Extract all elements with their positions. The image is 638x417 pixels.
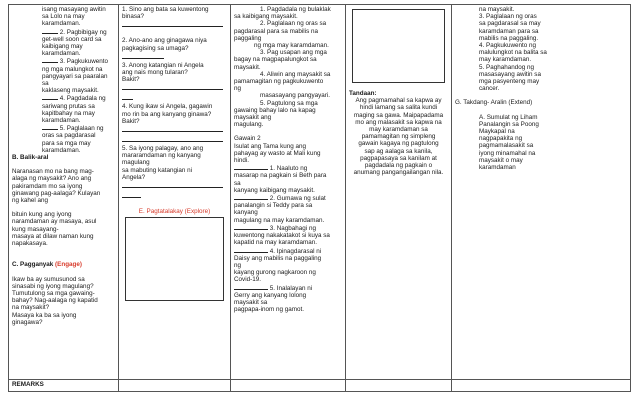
text-line: kayang gurong nagkaroon ng bbox=[234, 269, 316, 277]
text-line: iyong minamahal na bbox=[479, 149, 536, 157]
text-line: maysakit. bbox=[234, 63, 261, 71]
text-line: mo ang malasakit sa kapwa na bbox=[355, 118, 442, 126]
text-line: gawaing bahay lalo na kapag bbox=[234, 106, 316, 114]
text-line: Daisy ang mabilis na paggaling bbox=[234, 254, 322, 262]
text-line: sa bbox=[42, 80, 49, 88]
item-3: 3. Pagkukuwento bbox=[42, 57, 115, 65]
item-2: 2. Pagbibigay ng bbox=[42, 28, 115, 36]
col5-extend bbox=[455, 114, 627, 172]
text-line: pahayag ay wasto at Mali kung bbox=[234, 149, 321, 157]
text-line: Angela? bbox=[122, 173, 146, 181]
text-line: pagmamalasakit sa bbox=[479, 142, 534, 150]
text-line: napakasaya. bbox=[12, 240, 48, 248]
text-line: bituin kung ang iyong bbox=[12, 211, 72, 219]
text-line: ang nais mong tularan? bbox=[122, 69, 188, 77]
question-1: 1. Sino ang bata sa kuwentong bbox=[122, 6, 209, 13]
illustration-box bbox=[352, 9, 445, 83]
answer-blank[interactable] bbox=[234, 284, 268, 290]
content-row bbox=[9, 5, 631, 380]
text-line: karamdaman para sa bbox=[479, 27, 539, 35]
answer-blank[interactable] bbox=[234, 194, 268, 200]
text-line: ng mga may karamdaman. bbox=[254, 42, 329, 50]
question-3: 3. Anong katangian ni Angela bbox=[122, 61, 204, 69]
text-line: Gerry ang kanyang lolong bbox=[234, 291, 307, 299]
text-line: kaklaseng maysakit. bbox=[42, 87, 99, 95]
text-line: gawain kagaya ng pagtulong bbox=[358, 140, 439, 148]
lesson-plan-table bbox=[8, 4, 631, 392]
text-line: Maykapal na bbox=[479, 128, 515, 136]
text-line: mabilis na paggaling. bbox=[479, 34, 539, 42]
text-line: ng bbox=[234, 261, 242, 269]
text-line: sa pagdarasal sa may bbox=[479, 20, 541, 28]
text-line: A. Sumulat ng Liham bbox=[479, 113, 538, 121]
text-line: Bakit? bbox=[122, 117, 140, 125]
text-line: maysakit ang bbox=[234, 114, 272, 122]
text-line: mo rin ba ang kanyang ginawa? bbox=[122, 110, 212, 118]
text-line: 1. Pagdadala ng bulaklak bbox=[260, 6, 331, 13]
gawain-heading: Gawain 2 bbox=[234, 135, 261, 143]
text-line: pagpapasaya sa kanilam at bbox=[360, 154, 437, 162]
tandaan-heading: Tandaan: bbox=[349, 90, 377, 97]
discussion-box bbox=[125, 217, 224, 301]
text-line: karamdaman. bbox=[42, 146, 81, 154]
text-line: magulang bbox=[122, 159, 150, 167]
text-line: sap ag aalaga sa kanila, bbox=[364, 147, 433, 155]
remarks-row bbox=[9, 380, 631, 392]
text-line: panalangin si Teddy para sa bbox=[234, 202, 313, 210]
blank-line bbox=[42, 94, 58, 100]
text-line: maging sa gawa. Maipapadama bbox=[353, 111, 444, 119]
text-line: na maysakit? bbox=[12, 304, 50, 312]
text-line: 5. Paghahandog ng bbox=[479, 63, 534, 71]
text-line: magulang na may karamdaman. bbox=[234, 216, 325, 224]
text-line: may karamdaman sa bbox=[369, 126, 428, 134]
text-line: kaibigang may bbox=[42, 43, 83, 51]
text-line: naramdaman ay masaya, asul bbox=[12, 218, 97, 226]
text-line: sariwang prutas sa bbox=[42, 102, 95, 110]
text-line: na maysakit. bbox=[479, 6, 515, 13]
text-line: 2. Paglalaan ng oras sa bbox=[260, 20, 327, 28]
text-line: Ikaw ba ay sumusunod sa bbox=[12, 275, 85, 283]
text-line: kapatid na may karamdaman. bbox=[234, 239, 317, 247]
text-line: bagay na magpapalungkot sa bbox=[234, 56, 317, 64]
col3-list bbox=[234, 6, 342, 128]
text-line: kung masayang- bbox=[12, 225, 59, 233]
text-line: 3. Paglalaan ng oras bbox=[479, 13, 537, 21]
text-line: pagpapa-inom ng gamot. bbox=[234, 306, 305, 314]
remarks-cell[interactable] bbox=[346, 380, 452, 392]
text-line: pamamagitan ng simpleng bbox=[361, 133, 436, 141]
remarks-cell[interactable] bbox=[231, 380, 346, 392]
gawain-item-1: 1. Naaluto ng bbox=[234, 164, 342, 172]
text-line: pakiramdam mo sa iyong bbox=[12, 182, 83, 190]
text-line: Isulat ang Tama kung ang bbox=[234, 142, 306, 150]
text-line: nagpapakita ng bbox=[479, 135, 523, 143]
text-line: 4. Pagkukuwento ng bbox=[479, 42, 537, 50]
text-line: kuwentong nakakatakot si kuya sa bbox=[234, 232, 330, 240]
text-line: pamamagitan ng pagkukuwento bbox=[234, 78, 324, 86]
explore-tag: (Explore) bbox=[184, 208, 211, 216]
remarks-cell[interactable] bbox=[119, 380, 231, 392]
section-heading-explore: E. Pagtatalakay (Explore) bbox=[138, 208, 211, 216]
text-line: karamdaman. bbox=[42, 50, 81, 58]
column-2 bbox=[119, 5, 231, 380]
item-5: 5. Paglalaan ng bbox=[42, 124, 115, 132]
answer-line[interactable] bbox=[122, 93, 133, 100]
text-line: paggaling bbox=[234, 34, 262, 42]
text-line: pangyayari sa paaralan bbox=[42, 72, 108, 80]
text-line: Panalangin sa Poong bbox=[479, 120, 539, 128]
item-4: 4. Pagdadala ng bbox=[42, 94, 115, 102]
remarks-label: REMARKS bbox=[9, 380, 119, 392]
text-line: may karamdaman. bbox=[479, 56, 532, 64]
text-line: maysakit o may bbox=[479, 156, 523, 164]
gawain-item-3: 3. Nagbahagi ng bbox=[234, 224, 342, 232]
section-heading-balik-aral: B. Balik-aral bbox=[12, 154, 49, 162]
answer-blank[interactable] bbox=[234, 224, 268, 230]
text-line: sa mabuting katangian ni bbox=[122, 166, 193, 174]
text-line: anumang pangangailangan nila. bbox=[353, 169, 444, 177]
gawain-item-2: 2. Gumawa ng sulat bbox=[234, 194, 342, 202]
text-line: Masaya ka ba sa iyong bbox=[12, 311, 77, 319]
text-line: 5. Pagtulong sa mga bbox=[260, 99, 318, 107]
text-line: malulungkot na balita sa bbox=[479, 49, 547, 57]
text-line: masarap na pagkain si Beth para bbox=[234, 172, 327, 180]
text-line: kanyang kaibigang maysakit. bbox=[234, 186, 315, 194]
blank-line bbox=[42, 124, 58, 130]
text-line: karamdaman bbox=[479, 164, 516, 172]
text-line: Covid-19. bbox=[234, 276, 261, 284]
answer-blank[interactable] bbox=[234, 164, 268, 170]
column-3 bbox=[231, 5, 346, 380]
answer-line[interactable] bbox=[122, 135, 223, 142]
col5-top bbox=[455, 6, 627, 92]
blank-line bbox=[42, 28, 58, 34]
answer-blank[interactable] bbox=[234, 247, 268, 253]
text-line: ginagawa? bbox=[12, 318, 43, 326]
text-line: isang masayang awitin bbox=[42, 6, 106, 13]
tandaan-body bbox=[349, 97, 448, 176]
question-4: 4. Kung ikaw si Angela, gagawin bbox=[122, 103, 213, 111]
text-line: hindi lamang sa salita kundi bbox=[359, 104, 438, 112]
answer-line[interactable] bbox=[122, 191, 141, 198]
answer-line[interactable] bbox=[122, 20, 223, 27]
text-line: para sa mga may bbox=[42, 139, 91, 147]
col1-top bbox=[12, 6, 115, 154]
text-line: pagdarasal para sa mabilis na bbox=[234, 27, 319, 35]
text-line: 3. Pag usapan ang mga bbox=[260, 49, 327, 57]
question-5: 5. Sa iyong palagay, ano ang bbox=[122, 145, 204, 153]
text-line: Naranasan mo na bang mag- bbox=[12, 168, 94, 176]
answer-line[interactable] bbox=[122, 83, 223, 90]
text-line: masaya at dilaw naman kung bbox=[12, 232, 94, 240]
answer-line[interactable] bbox=[122, 125, 223, 132]
text-line: karamdaman. bbox=[42, 117, 81, 125]
section-heading-pagganyak: C. Pagganyak (Engage) bbox=[12, 261, 82, 269]
gawain-item-5: 5. Inalalayan ni bbox=[234, 284, 342, 292]
text-line: mararamdaman ng kanyang bbox=[122, 152, 201, 160]
gawain-item-4: 4. Ipinagdarasal ni bbox=[234, 247, 342, 255]
remarks-cell[interactable] bbox=[452, 380, 631, 392]
text-line: bahay? Nag-aalaga ng kapatid bbox=[12, 297, 98, 305]
text-line: oras sa pagdarasal bbox=[42, 132, 96, 140]
text-line: Bakit? bbox=[122, 76, 140, 84]
text-line: alaga ng maysakit? Ano ang bbox=[12, 175, 92, 183]
column-5 bbox=[452, 5, 631, 380]
text-line: Ang pagmamahal sa kapwa ay bbox=[355, 97, 442, 105]
answer-line[interactable] bbox=[122, 181, 223, 188]
engage-tag: (Engage) bbox=[55, 261, 82, 269]
text-line: 4. Aliwin ang maysakit sa bbox=[260, 70, 331, 78]
text-line: kanyang bbox=[234, 209, 258, 217]
text-line: ng kahel ang bbox=[12, 197, 49, 205]
section-heading-extend: G. Takdang- Aralin (Extend) bbox=[455, 99, 533, 107]
text-line: cancer. bbox=[479, 85, 500, 93]
text-line: masasayang pangyayari. bbox=[260, 92, 331, 100]
text-line: sa Lolo na may bbox=[42, 13, 85, 21]
blank-line bbox=[42, 57, 58, 63]
text-line: magulang. bbox=[234, 121, 264, 129]
text-line: sinasabi ng iyong magulang? bbox=[12, 282, 94, 290]
text-line: masasayang awitin sa bbox=[479, 70, 541, 78]
text-line: sa bbox=[234, 179, 241, 187]
text-line: binasa? bbox=[122, 13, 145, 21]
text-line: mga pasyenteng may bbox=[479, 78, 540, 86]
text-line: ginawang pag-aalaga? Kulayan bbox=[12, 189, 101, 197]
column-1 bbox=[9, 5, 119, 380]
text-line: pagdadala ng pagkain o bbox=[364, 162, 433, 170]
question-2: 2. Ano-ano ang ginagawa niya bbox=[122, 37, 207, 45]
text-line: ng bbox=[234, 85, 242, 93]
text-line: pagkagising sa umaga? bbox=[122, 44, 189, 52]
answer-line[interactable] bbox=[122, 52, 164, 59]
text-line: Tumutulong sa mga gawaing- bbox=[12, 289, 95, 297]
text-line: maysakit sa bbox=[234, 298, 268, 306]
text-line: ng mga malungkot na bbox=[42, 65, 103, 73]
text-line: karamdaman. bbox=[42, 20, 81, 28]
text-line: get-well soon card sa bbox=[42, 35, 102, 43]
column-4 bbox=[346, 5, 452, 380]
text-line: hindi. bbox=[234, 157, 250, 165]
text-line: sa kaibigang maysakit. bbox=[234, 13, 298, 21]
text-line: kapitbahay na may bbox=[42, 109, 95, 117]
